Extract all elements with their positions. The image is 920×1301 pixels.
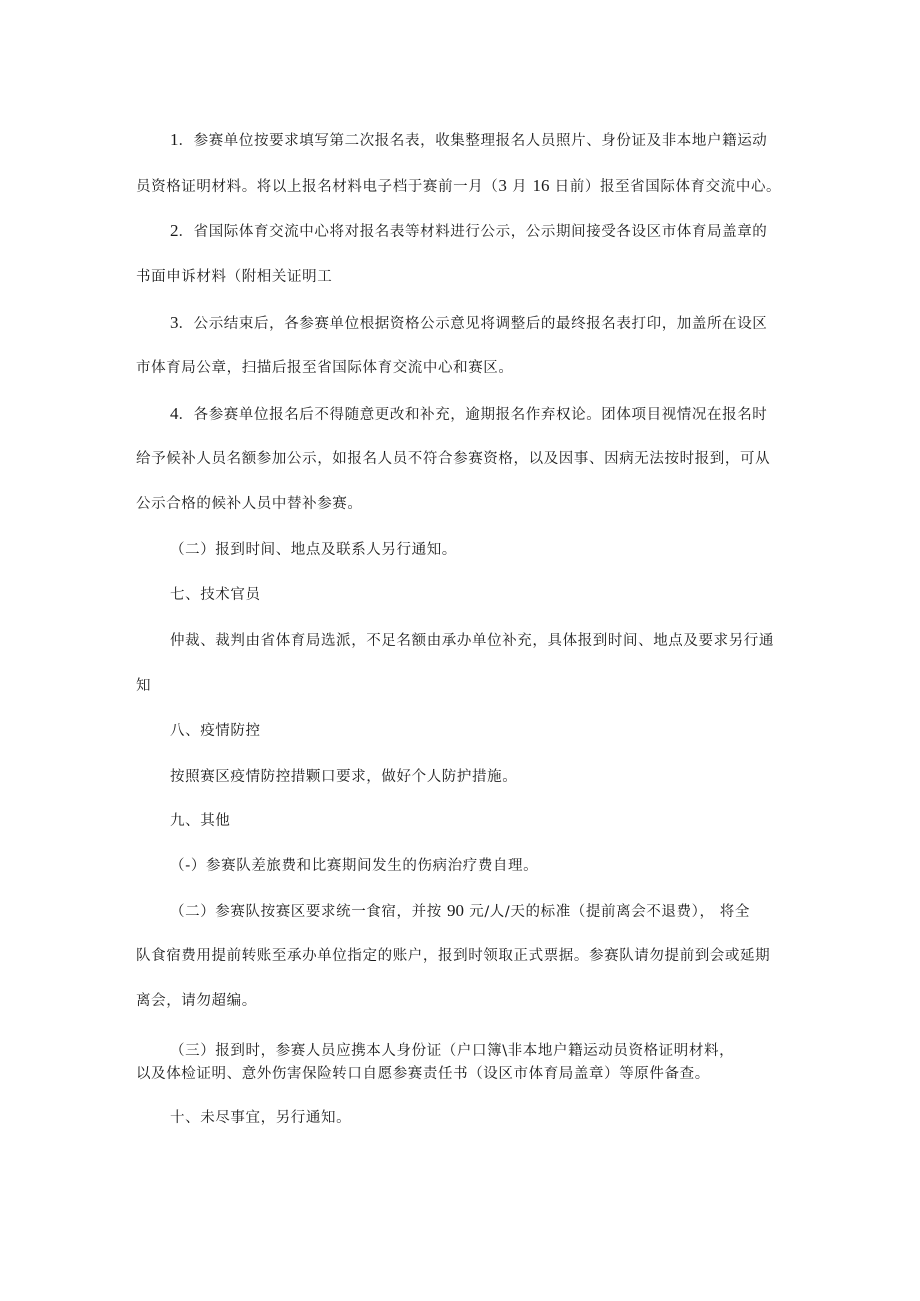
item-1-text: ．参赛单位按要求填写第二次报名表，收集整理报名人员照片、身份证及非本地户籍运动 [178, 133, 768, 149]
item-1-line-2-a: 员资格证明材料。将以上报名材料电子档于赛前一月（ [136, 179, 499, 195]
item-1-line-2 [136, 176, 781, 197]
item-3-line-2: 市体育局公章，扫描后报至省国际体育交流中心和赛区。 [136, 360, 514, 376]
section-7-line-1: 仲裁、裁判由省体育局选派，不足名额由承办单位补充，具体报到时间、地点及要求另行通 [170, 633, 774, 649]
section-8-heading: 八、疫情防控 [170, 723, 261, 739]
section-7-heading: 七、技术官员 [170, 587, 261, 603]
item-3-line-1 [170, 313, 767, 334]
item-4-number: 4 [170, 404, 179, 423]
reporting-notice: （二）报到时间、地点及联系人另行通知。 [170, 542, 457, 558]
item-4-line-2: 给予候补人员名额参加公示，如报名人员不符合参赛资格，以及因事、因病无法按时报到，可从 [136, 451, 771, 467]
section-10-heading: 十、未尽事宜，另行通知。 [170, 1110, 352, 1126]
section-9-sub-2-b: 元/人/天的标准（提前离会不退费）， 将全 [464, 904, 750, 920]
section-9-heading: 九、其他 [170, 813, 231, 829]
item-3-text: ．公示结束后，各参赛单位根据资格公示意见将调整后的最终报名表打印，加盖所在设区 [178, 316, 768, 332]
item-2-text: ．省国际体育交流中心将对报名表等材料进行公示，公示期间接受各设区市体育局盖章的 [178, 224, 768, 240]
section-8-line-1: 按照赛区疫情防控措颗口要求，做好个人防护措施。 [170, 769, 518, 785]
section-9-sub-2-line-1 [170, 901, 750, 922]
section-9-sub-2-line-2: 队食宿费用提前转账至承办单位指定的账户，报到时领取正式票据。参赛队请勿提前到会或延期 [136, 948, 771, 964]
item-1-line-2-b: 月 [506, 179, 533, 195]
item-2-line-2: 书面申诉材料（附相关证明工 [136, 269, 333, 285]
section-9-sub-3-line-1: （三）报到时，参赛人员应携本人身份证（户口簿\非本地户籍运动员资格证明材料， [170, 1043, 735, 1059]
item-4-line-3: 公示合格的候补人员中替补参赛。 [136, 496, 363, 512]
item-4-text: ．各参赛单位报名后不得随意更改和补充，逾期报名作弃权论。团体项目视情况在报名时 [178, 407, 768, 423]
item-3-number: 3 [170, 313, 179, 332]
item-2-line-1 [170, 221, 767, 242]
section-9-sub-2-a: （二）参赛队按赛区要求统一食宿，并按 [170, 904, 448, 920]
section-9-sub-2-line-3: 离会，请勿超编。 [136, 993, 257, 1009]
item-4-line-1 [170, 404, 767, 425]
section-9-sub-1: （-）参赛队差旅费和比赛期间发生的伤病治疗费自理。 [170, 858, 539, 874]
section-9-fee: 90 [447, 901, 465, 920]
item-1-day: 16 [532, 176, 550, 195]
item-1-number: 1 [170, 130, 179, 149]
item-1-line-2-c: 日前）报至省国际体育交流中心。 [549, 179, 782, 195]
section-9-sub-3-line-2: 以及体检证明、意外伤害保险转口自愿参赛责任书（设区市体育局盖章）等原件备查。 [136, 1066, 710, 1082]
item-1-month: 3 [498, 176, 507, 195]
item-1-line-1 [170, 130, 767, 151]
section-7-line-2: 知 [136, 678, 152, 694]
item-2-number: 2 [170, 221, 179, 240]
